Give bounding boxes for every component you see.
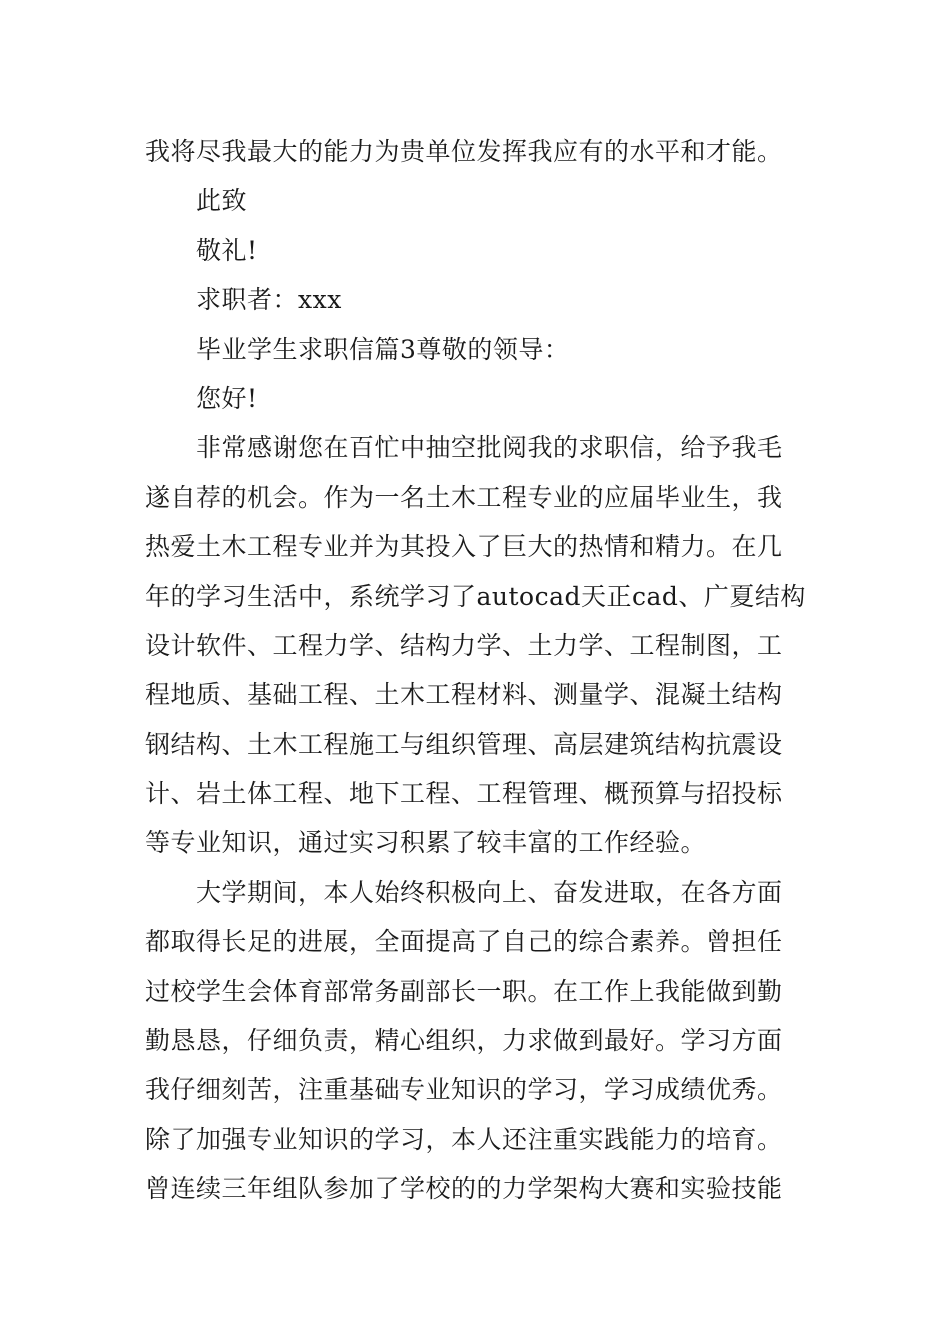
text-line: 大学期间，本人始终积极向上、奋发进取，在各方面 xyxy=(196,877,783,907)
text-line: 非常感谢您在百忙中抽空批阅我的求职信，给予我毛 xyxy=(196,433,783,463)
text-line: 都取得长足的进展，全面提高了自己的综合素养。曾担任 xyxy=(145,927,783,957)
text-line: 除了加强专业知识的学习，本人还注重实践能力的培育。 xyxy=(145,1124,783,1154)
closing-salutation: 此致 xyxy=(196,186,248,216)
text-line: 等专业知识，通过实习积累了较丰富的工作经验。 xyxy=(145,828,707,858)
text-line: 我将尽我最大的能力为贵单位发挥我应有的水平和才能。 xyxy=(145,137,783,166)
text-line: 热爱土木工程专业并为其投入了巨大的热情和精力。在几 xyxy=(145,532,783,562)
letter-body xyxy=(145,127,810,1214)
text-line: 我仔细刻苦，注重基础专业知识的学习，学习成绩优秀。 xyxy=(145,1075,783,1105)
text-line: 勤恳恳，仔细负责，精心组织，力求做到最好。学习方面 xyxy=(145,1026,783,1056)
text-line: 设计软件、工程力学、结构力学、土力学、工程制图，工 xyxy=(145,630,783,660)
greeting: 您好! xyxy=(196,383,258,413)
section-heading: 毕业学生求职信篇3尊敬的领导： xyxy=(196,334,570,364)
text-line: 年的学习生活中，系统学习了autocad天正cad、广夏结构 xyxy=(145,581,806,611)
text-line: 过校学生会体育部常务副部长一职。在工作上我能做到勤 xyxy=(145,976,783,1006)
text-line: 计、岩土体工程、地下工程、工程管理、概预算与招投标 xyxy=(145,779,783,809)
text-line: 钢结构、土木工程施工与组织管理、高层建筑结构抗震设 xyxy=(145,729,783,759)
text-line: 遂自荐的机会。作为一名土木工程专业的应届毕业生，我 xyxy=(145,482,783,512)
text-line: 程地质、基础工程、土木工程材料、测量学、混凝土结构 xyxy=(145,680,783,710)
text-line: 曾连续三年组队参加了学校的的力学架构大赛和实验技能 xyxy=(145,1174,783,1204)
closing-regards: 敬礼! xyxy=(196,235,258,265)
signature-line: 求职者：xxx xyxy=(196,285,342,315)
